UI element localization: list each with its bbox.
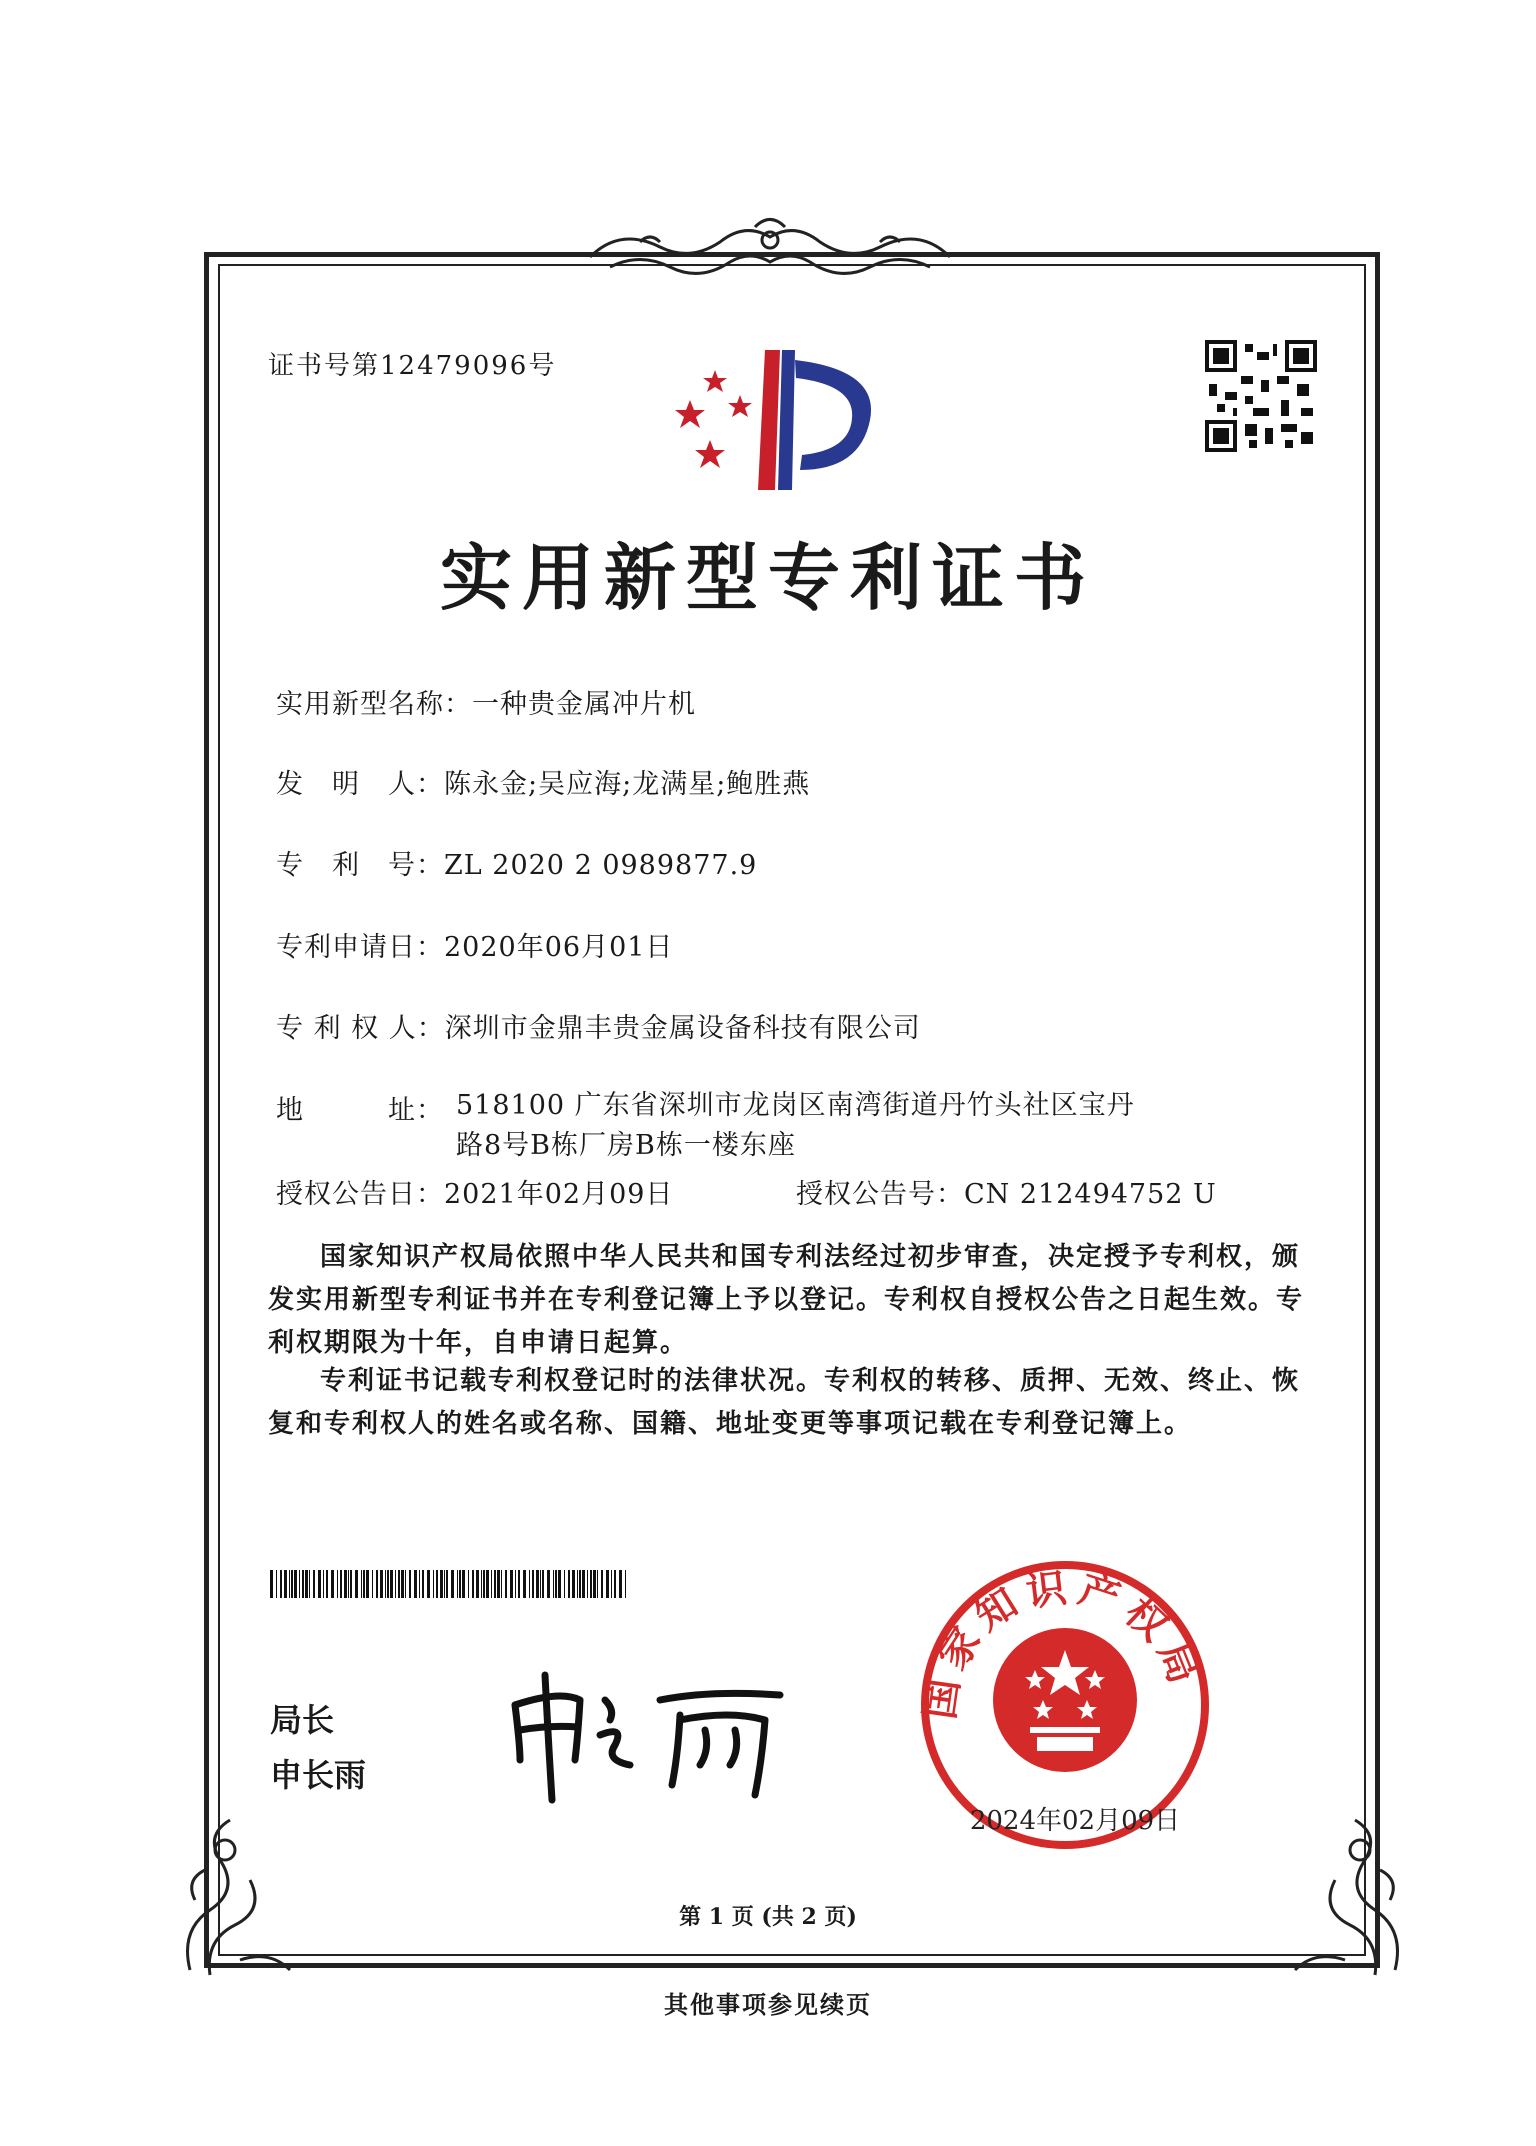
field-label: 专 利 号： [276, 850, 444, 881]
bottom-right-ornament-icon [1265, 1810, 1415, 1980]
field-label: 授权公告号： [796, 1179, 964, 1210]
continuation-note: 其他事项参见续页 [664, 1990, 872, 2019]
field-label: 授权公告日： [276, 1179, 444, 1210]
seal-text: 国家知识产权局 [917, 1564, 1210, 1722]
declaration-paragraph-2: 专利证书记载专利权登记时的法律状况。专利权的转移、质押、无效、终止、恢复和专利权人的姓名或名称、国籍、地址变更等事项记载在专利登记簿上。 [268, 1366, 1301, 1439]
patentee-row [276, 1006, 921, 1045]
field-value: 2021年02月09日 [444, 1179, 674, 1210]
director-title: 局长 [270, 1701, 335, 1739]
field-value: CN 212494752 U [964, 1179, 1217, 1210]
barcode-icon [270, 1570, 630, 1598]
top-ornament-icon [580, 212, 960, 292]
grant-date-row [276, 1172, 673, 1211]
director-name: 申长雨 [270, 1756, 367, 1794]
address-value: 518100 广东省深圳市龙岗区南湾街道丹竹头社区宝丹路8号B栋厂房B栋一楼东座 [456, 1090, 1135, 1161]
grant-number-row [796, 1172, 1217, 1211]
cnipa-logo-icon [670, 340, 890, 500]
address-label: 地 址： [276, 1095, 444, 1126]
qr-code-icon [1205, 340, 1317, 452]
bottom-left-ornament-icon [170, 1810, 320, 1980]
page-indicator: 第 1 页 (共 2 页) [679, 1904, 857, 1930]
page-title: 实用新型专利证书 [439, 535, 1096, 620]
utility-model-name-row [276, 682, 696, 721]
field-value: 深圳市金鼎丰贵金属设备科技有限公司 [444, 1013, 921, 1044]
field-value: ZL 2020 2 0989877.9 [444, 850, 758, 881]
field-value: 2020年06月01日 [444, 932, 674, 963]
field-label: 实用新型名称： [276, 689, 472, 720]
field-label: 专 利 权 人： [276, 1013, 445, 1044]
certificate-number: 证书号第12479096号 [268, 351, 557, 381]
seal-date: 2024年02月09日 [969, 1806, 1181, 1836]
field-value: 陈永金;吴应海;龙满星;鲍胜燕 [444, 769, 811, 800]
inventor-row [276, 762, 810, 801]
declaration-paragraph-1: 国家知识产权局依照中华人民共和国专利法经过初步审查，决定授予专利权，颁发实用新型专利证书并在专利登记簿上予以登记。专利权自授权公告之日起生效。专利权期限为十年，自申请日起算。 [268, 1242, 1305, 1358]
field-value: 一种贵金属冲片机 [472, 689, 696, 720]
field-label: 专利申请日： [276, 932, 444, 963]
patent-number-row [276, 843, 757, 882]
handwritten-signature-icon [500, 1665, 800, 1805]
field-label: 发 明 人： [276, 769, 444, 800]
application-date-row [276, 925, 673, 964]
